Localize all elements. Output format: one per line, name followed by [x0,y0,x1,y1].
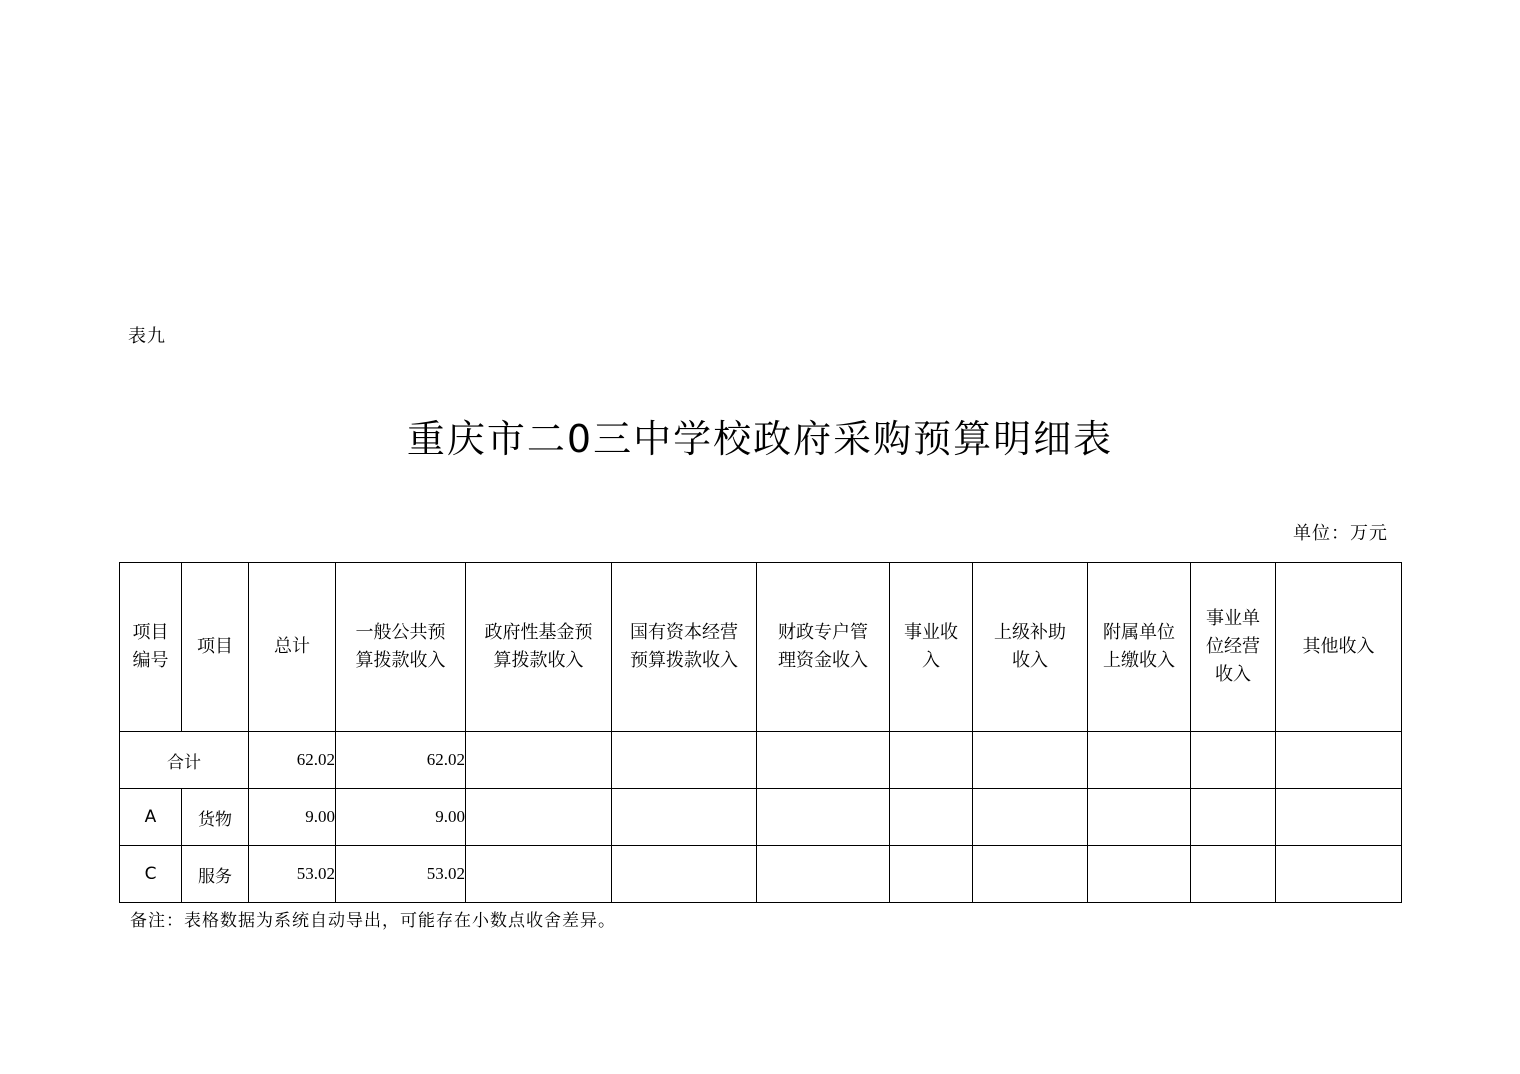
table-cell [1276,732,1402,789]
table-cell [1191,789,1276,846]
table-cell [973,732,1088,789]
table-label: 表九 [128,326,166,347]
table-cell [890,789,973,846]
row-general-budget: 53.02 [336,846,466,903]
table-cell [1191,732,1276,789]
row-total: 9.00 [249,789,336,846]
header-special-account: 财政专户管理资金收入 [757,563,890,732]
header-general-budget: 一般公共预算拨款收入 [336,563,466,732]
header-state-capital: 国有资本经营预算拨款收入 [612,563,757,732]
table-row [120,846,1402,903]
header-superior-subsidy: 上级补助收入 [973,563,1088,732]
row-total: 53.02 [249,846,336,903]
unit-label: 单位：万元 [1293,523,1388,544]
table-cell [1276,846,1402,903]
header-gov-fund: 政府性基金预算拨款收入 [466,563,612,732]
table-cell [973,789,1088,846]
page-title: 重庆市二0三中学校政府采购预算明细表 [406,417,1114,461]
table-cell [466,846,612,903]
footnote: 备注：表格数据为系统自动导出，可能存在小数点收舍差异。 [130,911,616,931]
header-business: 事业收入 [890,563,973,732]
table-cell [757,846,890,903]
total-row-label: 合计 [120,732,249,789]
budget-table [119,562,1402,903]
row-code: A [120,789,182,846]
table-cell [757,789,890,846]
header-row [120,563,1402,732]
table-cell [890,846,973,903]
header-affiliated: 附属单位上缴收入 [1088,563,1191,732]
table-cell [612,732,757,789]
table-cell [1276,789,1402,846]
table-cell [1191,846,1276,903]
header-other: 其他收入 [1276,563,1402,732]
table-cell [1088,732,1191,789]
header-total: 总计 [249,563,336,732]
table-cell [1088,789,1191,846]
table-cell [466,789,612,846]
header-item: 项目 [182,563,249,732]
table-cell [466,732,612,789]
table-cell [612,789,757,846]
row-code: C [120,846,182,903]
table-cell [890,732,973,789]
header-business-operation: 事业单位经营收入 [1191,563,1276,732]
row-general-budget: 9.00 [336,789,466,846]
table-cell [1088,846,1191,903]
row-item: 服务 [182,846,249,903]
table-cell [757,732,890,789]
table-cell [973,846,1088,903]
total-row-total: 62.02 [249,732,336,789]
total-row [120,732,1402,789]
total-row-general-budget: 62.02 [336,732,466,789]
table-row [120,789,1402,846]
table-cell [612,846,757,903]
row-item: 货物 [182,789,249,846]
header-code: 项目编号 [120,563,182,732]
